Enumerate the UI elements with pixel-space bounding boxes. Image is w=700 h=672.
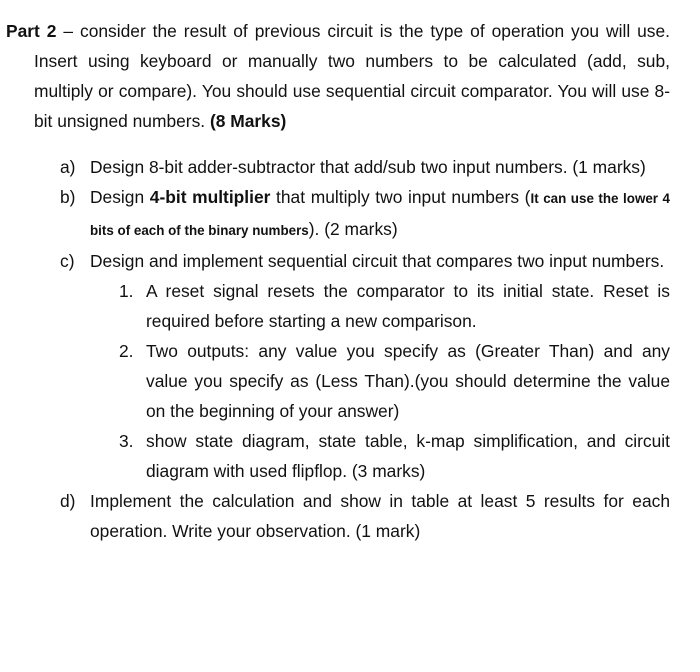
- task-list: [6, 152, 670, 546]
- subtask-item-1: [90, 276, 670, 336]
- subtask-text-1: A reset signal resets the comparator to its initial state. Reset is required before starting a new comparison.: [146, 281, 670, 331]
- task-b-note: It can use the lower 4 bits of each of the binary numbers: [90, 191, 671, 238]
- task-item-b: [6, 182, 670, 246]
- task-text-c: Design and implement sequential circuit that compares two input numbers.: [90, 251, 665, 271]
- subtask-marker-1: 1.: [119, 281, 134, 301]
- part-2-intro: [6, 16, 670, 136]
- part-label: Part 2: [6, 21, 57, 41]
- intro-text: – consider the result of previous circuit is the type of operation you will use. Insert using keyboard or manually two numbers to be calculated (add, sub, multiply or compare). You should use sequential circuit comparator. You will use 8-bit unsigned numbers.: [34, 21, 670, 131]
- task-b-pre: Design: [90, 187, 150, 207]
- subtask-item-3: [90, 426, 670, 486]
- task-item-c: [6, 246, 670, 486]
- task-marker-d: d): [60, 491, 76, 511]
- task-item-d: [6, 486, 670, 546]
- subtask-marker-2: 2.: [119, 341, 134, 361]
- task-item-a: [6, 152, 670, 182]
- task-text-a: Design 8-bit adder-subtractor that add/sub two input numbers. (1 marks): [90, 157, 646, 177]
- total-marks: (8 Marks): [209, 111, 287, 131]
- task-b-post: ). (2 marks): [308, 219, 398, 239]
- task-text-b: [90, 182, 670, 246]
- subtask-text-2: Two outputs: any value you specify as (Greater Than) and any value you specify as (Less Than).(you should determine the value on the beginning of your answer): [146, 341, 670, 421]
- task-b-mid: that multiply two input numbers (: [270, 187, 531, 207]
- subtask-text-3: show state diagram, state table, k-map simplification, and circuit diagram with used flipflop. (3 marks): [146, 431, 670, 481]
- task-marker-b: b): [60, 187, 76, 207]
- task-b-bold: 4-bit multiplier: [149, 187, 271, 207]
- subtask-marker-3: 3.: [119, 431, 134, 451]
- subtask-list: [90, 276, 670, 486]
- subtask-item-2: [90, 336, 670, 426]
- task-text-d: Implement the calculation and show in table at least 5 results for each operation. Write your observation. (1 mark): [90, 491, 670, 541]
- task-marker-c: c): [60, 251, 75, 271]
- task-marker-a: a): [60, 157, 76, 177]
- document-body: [6, 16, 670, 546]
